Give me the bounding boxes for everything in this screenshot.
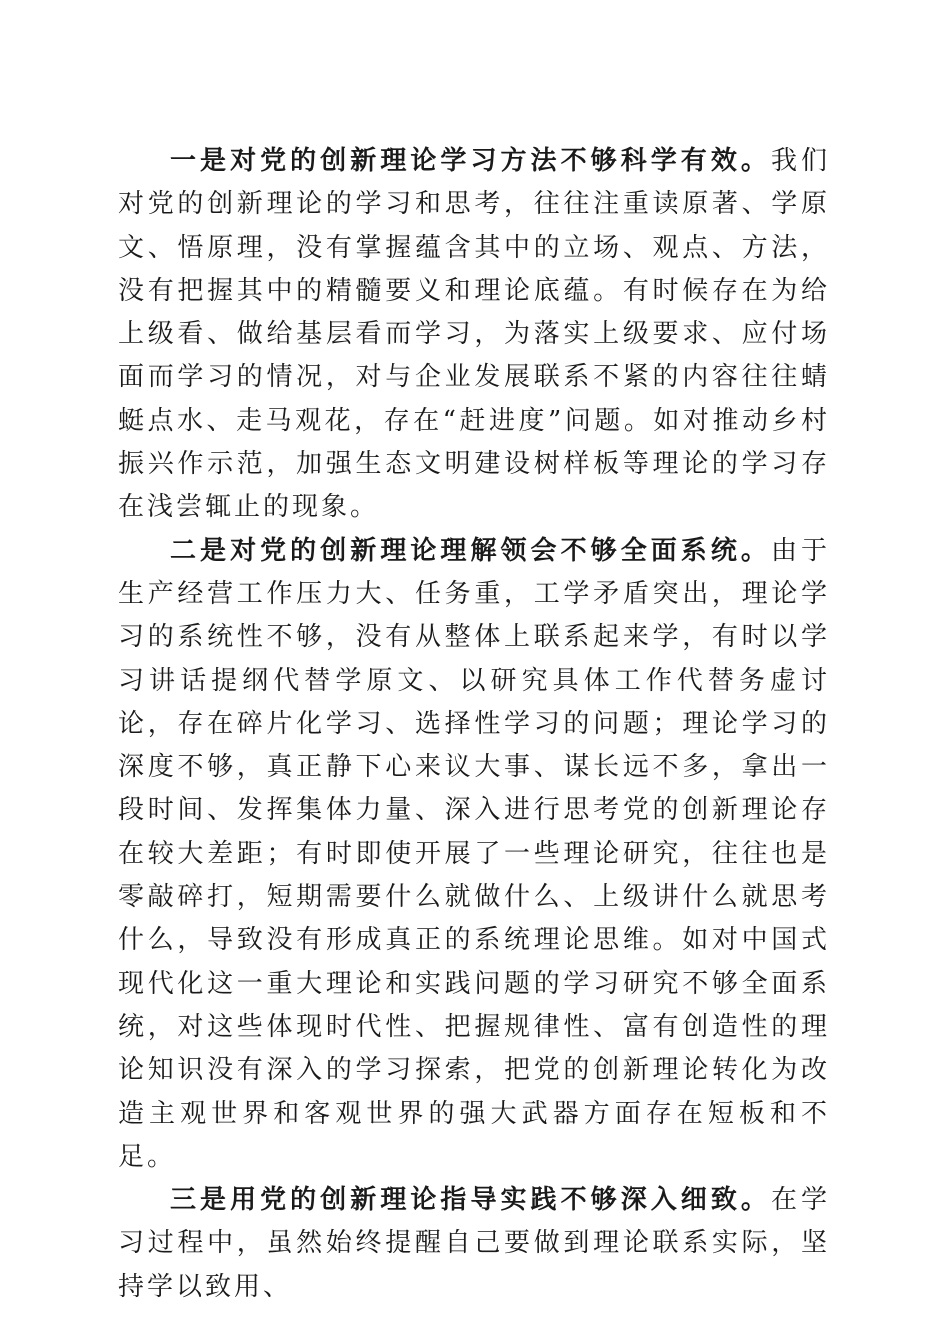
- paragraph-1-body: 我们对党的创新理论的学习和思考，往往注重读原著、学原文、悟原理，没有掌握蕴含其中的立场、观点、方法，没有把握其中的精髓要义和理论底蕴。有时候存在为给上级看、做给基层看而学习，为落实上级要求、应付场面而学习的情况，对与企业发展联系不紧的内容往往蜻蜓点水、走马观花，存在“赶进度”问题。如对推动乡村振兴作示范，加强生态文明建设树样板等理论的学习存在浅尝辄止的现象。: [118, 146, 830, 523]
- paragraph-1: [118, 140, 830, 530]
- paragraph-2-body: 由于生产经营工作压力大、任务重，工学矛盾突出，理论学习的系统性不够，没有从整体上联系起来学，有时以学习讲话提纲代替学原文、以研究具体工作代替务虚讨论，存在碎片化学习、选择性学习的问题；理论学习的深度不够，真正静下心来议大事、谋长远不多，拿出一段时间、发挥集体力量、深入进行思考党的创新理论存在较大差距；有时即使开展了一些理论研究，往往也是零敲碎打，短期需要什么就做什么、上级讲什么就思考什么，导致没有形成真正的系统理论思维。如对中国式现代化这一重大理论和实践问题的学习研究不够全面系统，对这些体现时代性、把握规律性、富有创造性的理论知识没有深入的学习探索，把党的创新理论转化为改造主观世界和客观世界的强大武器方面存在短板和不足。: [118, 535, 830, 1172]
- paragraph-3-lead: 三是用党的创新理论指导实践不够深入细致。: [170, 1185, 771, 1216]
- paragraph-2: [118, 530, 830, 1179]
- paragraph-3: [118, 1179, 830, 1309]
- paragraph-3-body: 在学习过程中，虽然始终提醒自己要做到理论联系实际，坚持学以致用、: [118, 1185, 830, 1302]
- paragraph-2-lead: 二是对党的创新理论理解领会不够全面系统。: [170, 535, 771, 566]
- paragraph-1-lead: 一是对党的创新理论学习方法不够科学有效。: [170, 146, 771, 176]
- document-body: [118, 140, 830, 1309]
